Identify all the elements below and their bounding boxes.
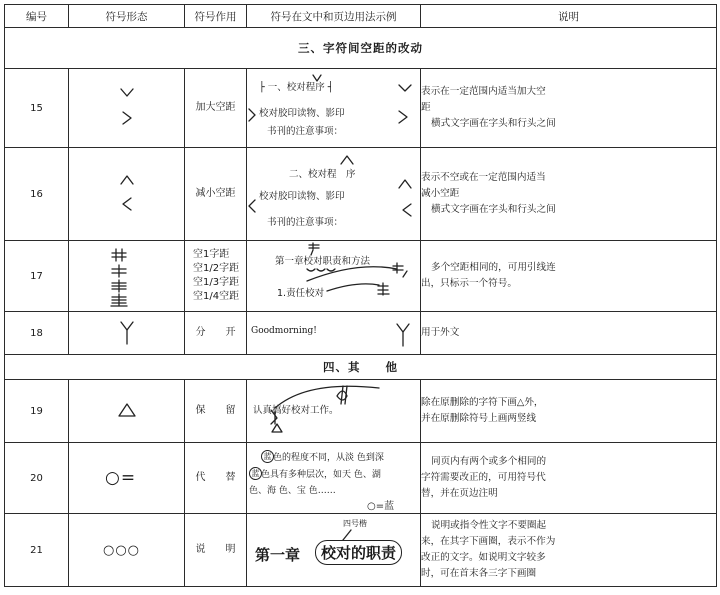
usage-line: 空1/3字距 xyxy=(193,277,240,288)
example-line: 第一章校对职责和方法 xyxy=(275,256,371,267)
usage-cell xyxy=(185,241,247,312)
header-usage: 符号作用 xyxy=(185,5,247,28)
note-line: 用于外文 xyxy=(421,327,460,338)
example-cell xyxy=(247,443,421,514)
space-size-symbols-icon xyxy=(69,241,185,311)
note-cell xyxy=(421,69,717,148)
annotation-text: 四号楷 xyxy=(343,519,367,528)
note-cell xyxy=(421,312,717,355)
explain-symbol: ○○○ xyxy=(103,542,141,558)
replace-symbol: ○= xyxy=(105,468,137,488)
example-line: 认真搞好校对工作。 xyxy=(253,405,339,416)
example-line: 校对胶印读物、影印 xyxy=(259,191,345,202)
table-row xyxy=(5,380,717,443)
header-example: 符号在文中和页边用法示例 xyxy=(247,5,421,28)
note-line: 表示在一定范围内适当加大空 xyxy=(421,86,546,97)
table-row xyxy=(5,312,717,355)
symbol-cell xyxy=(69,443,185,514)
example-cell xyxy=(247,148,421,241)
example-cell xyxy=(247,312,421,355)
replace-legend: ○=蓝 xyxy=(367,501,395,512)
example-line: ├ 一、校对程序 ┤ xyxy=(259,82,334,93)
header-symbol: 符号形态 xyxy=(69,5,185,28)
note-line: 出，只标示一个符号。 xyxy=(421,278,517,289)
table-row xyxy=(5,69,717,148)
note-line: 多个空距相同的，可用引线连 xyxy=(431,262,556,273)
usage-cell: 减小空距 xyxy=(185,148,247,241)
usage-line: 空1/4空距 xyxy=(193,291,240,302)
note-line: 表示不空或在一定范围内适当 xyxy=(421,172,546,183)
note-line: 并在原删除符号上画两竖线 xyxy=(421,413,537,424)
example-line: 1.责任校对 xyxy=(277,288,325,299)
symbol-cell xyxy=(69,380,185,443)
proofreading-symbol-table xyxy=(4,4,717,587)
note-line: 说明或指令性文字不要圈起 xyxy=(431,520,547,531)
example-heading: 第一章 xyxy=(255,546,301,564)
table-row xyxy=(5,241,717,312)
note-line: 替，并在页边注明 xyxy=(421,488,498,499)
note-line: 除在原删除的字符下画△外， xyxy=(421,397,544,408)
example-circled-text: 校对的职责 xyxy=(315,540,402,565)
note-cell xyxy=(421,241,717,312)
note-line: 减小空距 xyxy=(421,188,460,199)
increase-space-marks-icon xyxy=(247,69,421,147)
header-no: 编号 xyxy=(5,5,69,28)
note-cell xyxy=(421,148,717,241)
symbol-cell xyxy=(69,514,185,587)
row-number: 19 xyxy=(5,380,69,443)
row-number: 15 xyxy=(5,69,69,148)
note-line: 距 xyxy=(421,102,431,113)
circle-marker: 蓝 xyxy=(261,450,274,463)
reduce-space-marks-icon xyxy=(247,148,421,240)
note-line: 同页内有两个或多个相同的 xyxy=(431,456,547,467)
note-line: 横式文字画在字头和行头之间 xyxy=(431,118,556,129)
usage-cell: 代 替 xyxy=(185,443,247,514)
section-title-other: 四、其 他 xyxy=(5,355,717,380)
table-row xyxy=(5,514,717,587)
row-number: 17 xyxy=(5,241,69,312)
usage-line: 空1字距 xyxy=(193,249,230,260)
symbol-cell xyxy=(69,148,185,241)
note-line: 来，在其字下画圈，表示不作为 xyxy=(421,536,556,547)
section-row-3 xyxy=(5,28,717,69)
note-cell xyxy=(421,380,717,443)
usage-cell: 说 明 xyxy=(185,514,247,587)
example-line: 色的程度不同，从淡 色到深 xyxy=(273,453,384,463)
note-line: 时，可在首末各三字下画圈 xyxy=(421,568,537,579)
retain-marks-icon xyxy=(247,380,421,442)
separate-mark-icon xyxy=(247,312,421,354)
note-cell xyxy=(421,514,717,587)
row-number: 16 xyxy=(5,148,69,241)
section-title-spacing: 三、字符间空距的改动 xyxy=(5,28,717,69)
example-line: Goodmorning! xyxy=(251,326,317,336)
retain-triangle-icon xyxy=(69,380,185,442)
usage-cell: 分 开 xyxy=(185,312,247,355)
separate-symbol-icon xyxy=(69,312,185,354)
row-number: 18 xyxy=(5,312,69,355)
header-note: 说明 xyxy=(421,5,717,28)
example-line: 色具有多种层次，如天 色、湖 xyxy=(261,470,381,480)
usage-cell: 保 留 xyxy=(185,380,247,443)
symbol-cell xyxy=(69,241,185,312)
note-line: 横式文字画在字头和行头之间 xyxy=(431,204,556,215)
reduce-space-symbol-icon xyxy=(69,148,185,240)
circle-marker: 蓝 xyxy=(249,467,262,480)
usage-line: 空1/2字距 xyxy=(193,263,240,274)
space-leader-marks-icon xyxy=(247,241,421,311)
symbol-cell xyxy=(69,312,185,355)
header-row xyxy=(5,5,717,28)
note-line: 改正的文字。如说明文字较多 xyxy=(421,552,546,563)
note-cell xyxy=(421,443,717,514)
example-line: 校对胶印读物、影印 xyxy=(259,108,345,119)
example-cell xyxy=(247,69,421,148)
example-line: 二、校对程 序 xyxy=(289,169,356,180)
row-number: 20 xyxy=(5,443,69,514)
example-line: 色、海 色、宝 色…… xyxy=(249,486,336,496)
usage-cell: 加大空距 xyxy=(185,69,247,148)
symbol-cell xyxy=(69,69,185,148)
example-cell xyxy=(247,514,421,587)
example-line: 书刊的注意事项： xyxy=(267,217,344,228)
example-cell xyxy=(247,241,421,312)
table-row xyxy=(5,443,717,514)
note-line: 字符需要改正的，可用符号代 xyxy=(421,472,546,483)
example-line: 书刊的注意事项： xyxy=(267,126,344,137)
increase-space-symbol-icon xyxy=(69,69,185,147)
section-row-4 xyxy=(5,355,717,380)
row-number: 21 xyxy=(5,514,69,587)
example-cell xyxy=(247,380,421,443)
table-row xyxy=(5,148,717,241)
